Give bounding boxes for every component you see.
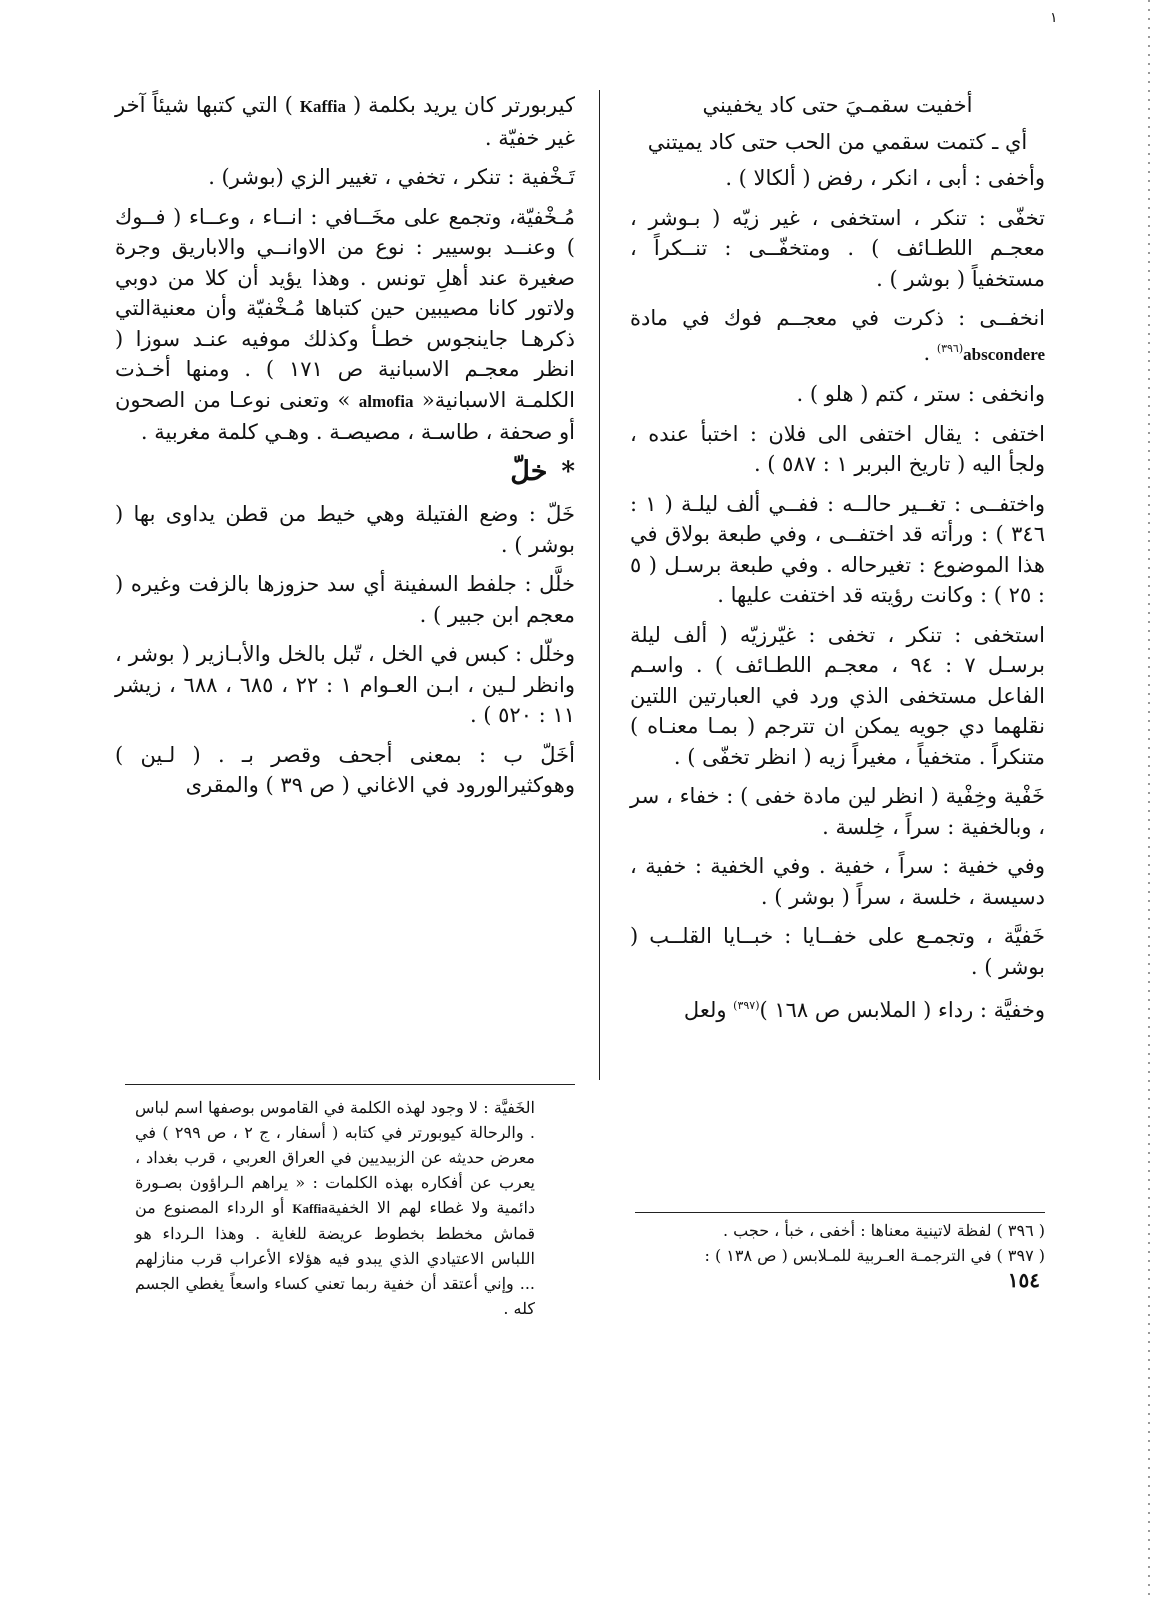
footnote-ref: (٣٩٦) (936, 341, 964, 355)
entry-paragraph: كيربورتر كان يريد بكلمة ( Kaffia ) التي كتبها شيئاً آخر غير خفيّة . (115, 93, 575, 150)
entry-paragraph: وانخفى : ستر ، كتم ( هلو ) . (796, 382, 1045, 406)
entry-paragraph: مُـخْفيّة، وتجمع على مخَــافي : انــاء ، وعــاء ( فــوك ) وعنــد بوسيير : نوع من الاوانــي والاباريق وجرة صغيرة عند أهلِ تونس . وهذا يؤيد أن كلا من دوبي ولاتور كانا مصيبين حين كتباها مُـخْفيّة وأن معنيةالتي ذكرهـا جاينجوس خطـأ وكذلك موفيه عنـد سوزا ( انظر معجـم الاسبانية ص ١٧١ ) . ومنها أخـذت الكلمـة الاسبانية« almofia » وتعنى نوعـا من الصحون أو صحفة ، طاسـة ، مصيصـة . وهـي كلمة مغربية . (115, 204, 575, 444)
right-footnotes (635, 1218, 1045, 1268)
latin-term: almofia (358, 391, 414, 411)
entry-paragraph: اختفى : يقال اختفى الى فلان : اختبأ عنده ، ولجأ اليه ( تاريخ البربر ١ : ٥٨٧ ) . (630, 421, 1045, 476)
right-column (630, 90, 1045, 1035)
footnote: ( ٣٩٧ ) في الترجمـة العـربية للمـلابس ( ص ١٣٨ ) : (704, 1246, 1045, 1265)
poem-verse: أخفيت سقمـيَ حتى كاد يخفيني (702, 93, 973, 117)
page-number: ١٥٤ (1007, 1268, 1040, 1292)
entry-heading-word: خلّ (510, 455, 548, 487)
entry-paragraph: واختفــى : تغــير حالــه : ففــي ألف ليلـة ( ١ : ٣٤٦ ) : ورأته قد اختفــى ، وفي طبعة بولاق في هذا الموضوع : تغيرحاله . وفي طبعة برسـل ( ٥ : ٢٥ ) : وكانت رؤيته قد اختفت عليها . (630, 491, 1045, 607)
footnote-ref: (٣٩٧) (733, 999, 760, 1012)
scan-edge-dots (1148, 0, 1150, 1599)
latin-term: Kaffia (299, 97, 347, 116)
latin-term: abscondere (963, 344, 1045, 364)
entry-paragraph: وأخفى : أبى ، انكر ، رفض ( ألكالا ) . (725, 166, 1045, 190)
column-divider (599, 90, 600, 1080)
left-footnote: الخَفيَّة : لا وجود لهذه الكلمة في القاموس بوصفها اسم لباس . والرحالة كيوبورتر في كتابه ( أسفار ، ج ٢ ، ص ٢٩٩ ) في معرض حديثه عن الزبيديين في العراق العربي ، قرب بغداد ، يعرب عن أفكاره بهذه الكلمات : « يراهم الـراؤون بصـورة دائمية ولا غطاء لهم الا الخفيةKaffia أو الرداء المصنوع من قماش مخطط بخطوط عريضة للغاية . وهذا الـرداء هو اللباس الاعتيادي الذي يبدو فيه هؤلاء الأعراب قرب منازلهم ... وإني أعتقد أن خفية ربما تعني كساء واسعاً يغطي الجسم كله . (135, 1098, 536, 1318)
entry-paragraph: خَفْية وخِفْية ( انظر لين مادة خفى ) : خفاء ، سر ، وبالخفية : سراً ، خِلسة . (630, 784, 1045, 839)
footnote: ( ٣٩٦ ) لفظة لاتينية معناها : أخفى ، خبأ ، حجب . (722, 1221, 1045, 1240)
entry-paragraph: وخفيَّة : رداء ( الملابس ص ١٦٨ )$^{(٣٩٧)}$ ولعل (683, 998, 1045, 1022)
entry-paragraph: انخفــى : ذكرت في معجــم فوك في مادة abscondere$^{(٣٩٦)}$ . (630, 306, 1045, 365)
footnote-rule (635, 1212, 1045, 1213)
verse-gloss: أي ـ كتمت سقمي من الحب حتى كاد يميتني (647, 129, 1028, 154)
entry-paragraph: وفي خفية : سراً ، خفية . وفي الخفية : خفية ، دسيسة ، خلسة ، سراً ( بوشر ) . (630, 854, 1045, 909)
entry-paragraph: وخلّل : كبس في الخل ، تّبل بالخل والأبـازير ( بوشر ، وانظر لـين ، ابـن العـوام ١ : ٢٢ ، ٦٨٥ ، ٦٨٨ ، زيشر ١١ : ٥٢٠ ) . (115, 642, 575, 727)
left-column (115, 90, 575, 810)
entry-paragraph: أخَلّ ب : بمعنى أجحف وقصر بـ . ( لـين ) وهوكثيرالورود في الاغاني ( ص ٣٩ ) والمقرى (115, 742, 575, 797)
entry-paragraph: خَلّ : وضع الفتيلة وهي خيط من قطن يداوى بها ( بوشر ) . (115, 502, 575, 557)
entry-paragraph: خَفيَّة ، وتجمـع على خفــايا : خبــايا القلــب ( بوشر ) . (630, 924, 1045, 979)
footnote-rule (125, 1084, 575, 1085)
entry-paragraph: استخفى : تنكر ، تخفى : غيّرزيّه ( ألف ليلة برسـل ٧ : ٩٤ ، معجـم اللطـائف ) . واسـم الفاعل مستخفى الذي ورد في العبارتين اللتين نقلهما دي جويه يمكن ان تترجم ( بمـا معنـاه ) متنكراً . متخفياً ، مغيراً زيه ( انظر تخفّى ) . (630, 622, 1045, 769)
star-marker: * (561, 456, 575, 487)
entry-paragraph: خلَّل : جلفط السفينة أي سد حزوزها بالزفت وغيره ( معجم ابن جبير ) . (115, 572, 575, 627)
entry-heading (115, 457, 575, 488)
entry-paragraph: تَـخْفية : تنكر ، تخفي ، تغيير الزي (بوشر) . (208, 165, 575, 189)
corner-mark: ١ (1050, 10, 1058, 26)
latin-term: Kaffia (292, 1201, 328, 1216)
entry-paragraph: تخفّى : تنكر ، استخفى ، غير زيّه ( بـوشر ، معجـم اللطـائف ) . ومتخفّــى : تنــكراً ، مستخفياً ( بوشر ) . (630, 205, 1045, 291)
